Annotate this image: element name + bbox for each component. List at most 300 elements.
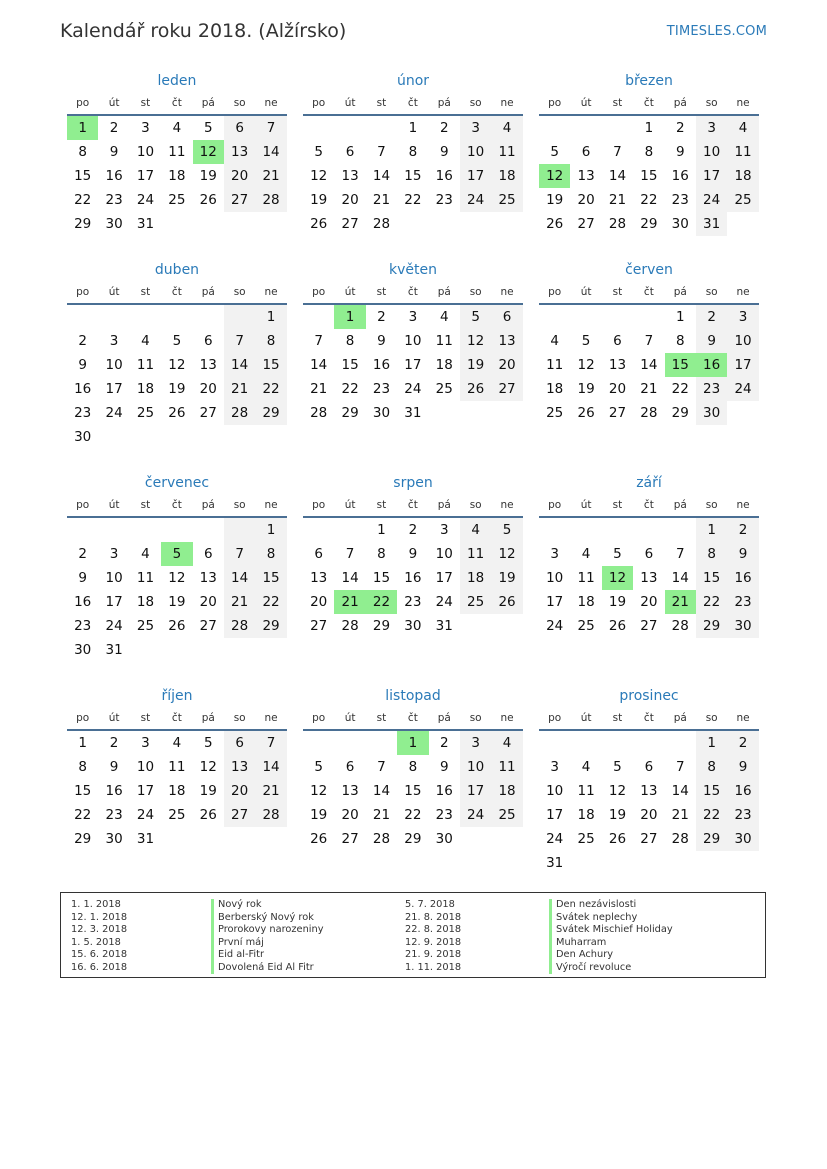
day-cell[interactable]: 14: [671, 570, 689, 586]
day-cell[interactable]: 2: [408, 522, 418, 538]
holiday-day-cell[interactable]: 1: [67, 116, 98, 140]
day-cell[interactable]: 13: [199, 570, 217, 586]
day-cell[interactable]: 10: [460, 755, 491, 779]
day-cell[interactable]: 10: [460, 140, 491, 164]
day-cell[interactable]: 18: [546, 381, 564, 397]
day-cell[interactable]: 19: [546, 192, 564, 208]
day-cell[interactable]: 20: [199, 594, 217, 610]
day-cell[interactable]: 17: [136, 783, 155, 799]
day-cell[interactable]: 18: [168, 168, 186, 184]
day-cell[interactable]: 13: [640, 570, 658, 586]
day-cell[interactable]: 23: [74, 405, 92, 421]
day-cell[interactable]: 7: [255, 116, 286, 140]
day-cell[interactable]: 25: [136, 618, 155, 634]
day-cell[interactable]: 20: [341, 192, 359, 208]
day-cell[interactable]: 26: [199, 192, 217, 208]
day-cell[interactable]: 23: [105, 807, 123, 823]
day-cell[interactable]: 3: [460, 116, 491, 140]
day-cell[interactable]: 4: [727, 116, 758, 140]
day-cell[interactable]: 13: [341, 168, 359, 184]
day-cell[interactable]: 26: [199, 807, 217, 823]
day-cell[interactable]: 22: [341, 381, 359, 397]
day-cell[interactable]: 22: [404, 807, 422, 823]
day-cell[interactable]: 3: [550, 546, 559, 562]
holiday-day-cell[interactable]: 5: [161, 542, 192, 566]
day-cell[interactable]: 11: [727, 140, 758, 164]
day-cell[interactable]: 23: [435, 192, 453, 208]
day-cell[interactable]: 22: [640, 192, 658, 208]
day-cell[interactable]: 8: [675, 333, 685, 349]
day-cell[interactable]: 1: [408, 120, 418, 136]
day-cell[interactable]: 8: [255, 542, 286, 566]
day-cell[interactable]: 10: [435, 546, 453, 562]
day-cell[interactable]: 24: [105, 405, 123, 421]
day-cell[interactable]: 21: [255, 164, 286, 188]
day-cell[interactable]: 19: [199, 168, 217, 184]
day-cell[interactable]: 7: [675, 546, 685, 562]
day-cell[interactable]: 25: [460, 590, 491, 614]
day-cell[interactable]: 3: [408, 309, 418, 325]
day-cell[interactable]: 20: [640, 594, 658, 610]
day-cell[interactable]: 9: [408, 546, 418, 562]
day-cell[interactable]: 16: [105, 168, 123, 184]
day-cell[interactable]: 17: [546, 594, 564, 610]
day-cell[interactable]: 28: [310, 405, 328, 421]
day-cell[interactable]: 20: [310, 594, 328, 610]
day-cell[interactable]: 5: [203, 120, 213, 136]
day-cell[interactable]: 14: [640, 357, 658, 373]
day-cell[interactable]: 11: [136, 570, 155, 586]
day-cell[interactable]: 4: [172, 735, 182, 751]
day-cell[interactable]: 23: [435, 807, 453, 823]
day-cell[interactable]: 30: [727, 614, 758, 638]
day-cell[interactable]: 5: [314, 144, 323, 160]
day-cell[interactable]: 8: [78, 144, 87, 160]
day-cell[interactable]: 29: [341, 405, 359, 421]
day-cell[interactable]: 11: [491, 140, 522, 164]
day-cell[interactable]: 1: [377, 522, 386, 538]
day-cell[interactable]: 27: [640, 618, 658, 634]
day-cell[interactable]: 24: [546, 618, 564, 634]
day-cell[interactable]: 20: [640, 807, 658, 823]
day-cell[interactable]: 12: [168, 357, 186, 373]
day-cell[interactable]: 6: [581, 144, 591, 160]
day-cell[interactable]: 20: [224, 779, 255, 803]
day-cell[interactable]: 30: [696, 401, 727, 425]
day-cell[interactable]: 2: [696, 305, 727, 329]
day-cell[interactable]: 16: [372, 357, 391, 373]
day-cell[interactable]: 15: [696, 566, 727, 590]
day-cell[interactable]: 21: [224, 377, 255, 401]
day-cell[interactable]: 14: [671, 783, 689, 799]
day-cell[interactable]: 14: [372, 168, 391, 184]
day-cell[interactable]: 18: [577, 807, 595, 823]
day-cell[interactable]: 7: [613, 144, 622, 160]
day-cell[interactable]: 3: [109, 333, 119, 349]
day-cell[interactable]: 4: [439, 309, 449, 325]
day-cell[interactable]: 1: [696, 731, 727, 755]
day-cell[interactable]: 19: [608, 594, 627, 610]
day-cell[interactable]: 3: [141, 120, 150, 136]
day-cell[interactable]: 8: [644, 144, 654, 160]
day-cell[interactable]: 13: [341, 783, 359, 799]
day-cell[interactable]: 13: [608, 357, 627, 373]
day-cell[interactable]: 27: [224, 188, 255, 212]
day-cell[interactable]: 2: [109, 120, 119, 136]
day-cell[interactable]: 24: [460, 188, 491, 212]
day-cell[interactable]: 13: [224, 755, 255, 779]
day-cell[interactable]: 6: [203, 333, 213, 349]
day-cell[interactable]: 14: [608, 168, 627, 184]
day-cell[interactable]: 4: [581, 546, 591, 562]
day-cell[interactable]: 17: [435, 570, 453, 586]
day-cell[interactable]: 11: [168, 759, 186, 775]
day-cell[interactable]: 7: [675, 759, 685, 775]
day-cell[interactable]: 9: [109, 144, 119, 160]
day-cell[interactable]: 19: [460, 353, 491, 377]
day-cell[interactable]: 24: [105, 618, 123, 634]
day-cell[interactable]: 14: [372, 783, 391, 799]
day-cell[interactable]: 11: [577, 570, 595, 586]
day-cell[interactable]: 10: [404, 333, 422, 349]
day-cell[interactable]: 4: [581, 759, 591, 775]
day-cell[interactable]: 15: [404, 783, 422, 799]
brand-logo[interactable]: TIMESLES.COM: [666, 24, 767, 39]
day-cell[interactable]: 15: [74, 783, 92, 799]
day-cell[interactable]: 5: [460, 305, 491, 329]
holiday-day-cell[interactable]: 15: [665, 353, 696, 377]
day-cell[interactable]: 17: [105, 381, 123, 397]
day-cell[interactable]: 23: [372, 381, 391, 397]
day-cell[interactable]: 30: [372, 405, 391, 421]
day-cell[interactable]: 23: [671, 192, 689, 208]
day-cell[interactable]: 21: [671, 807, 689, 823]
day-cell[interactable]: 20: [224, 164, 255, 188]
day-cell[interactable]: 9: [439, 144, 449, 160]
day-cell[interactable]: 4: [460, 518, 491, 542]
day-cell[interactable]: 9: [439, 759, 449, 775]
holiday-day-cell[interactable]: 12: [539, 164, 570, 188]
day-cell[interactable]: 30: [74, 429, 92, 445]
day-cell[interactable]: 24: [727, 377, 758, 401]
day-cell[interactable]: 20: [491, 353, 522, 377]
day-cell[interactable]: 18: [460, 566, 491, 590]
day-cell[interactable]: 19: [168, 594, 186, 610]
day-cell[interactable]: 30: [727, 827, 758, 851]
day-cell[interactable]: 25: [546, 405, 564, 421]
day-cell[interactable]: 20: [199, 381, 217, 397]
day-cell[interactable]: 18: [491, 779, 522, 803]
day-cell[interactable]: 31: [105, 642, 123, 658]
day-cell[interactable]: 24: [136, 192, 155, 208]
day-cell[interactable]: 4: [172, 120, 182, 136]
day-cell[interactable]: 6: [644, 759, 654, 775]
day-cell[interactable]: 24: [136, 807, 155, 823]
day-cell[interactable]: 4: [491, 731, 522, 755]
day-cell[interactable]: 12: [310, 168, 328, 184]
day-cell[interactable]: 16: [727, 779, 758, 803]
day-cell[interactable]: 12: [577, 357, 595, 373]
day-cell[interactable]: 26: [608, 618, 627, 634]
day-cell[interactable]: 28: [671, 831, 689, 847]
day-cell[interactable]: 19: [168, 381, 186, 397]
day-cell[interactable]: 18: [168, 783, 186, 799]
day-cell[interactable]: 26: [546, 216, 564, 232]
day-cell[interactable]: 5: [613, 546, 622, 562]
day-cell[interactable]: 14: [310, 357, 328, 373]
day-cell[interactable]: 5: [203, 735, 213, 751]
day-cell[interactable]: 21: [372, 192, 391, 208]
day-cell[interactable]: 31: [696, 212, 727, 236]
day-cell[interactable]: 10: [696, 140, 727, 164]
day-cell[interactable]: 8: [78, 759, 87, 775]
holiday-day-cell[interactable]: 21: [334, 590, 365, 614]
day-cell[interactable]: 3: [141, 735, 150, 751]
day-cell[interactable]: 25: [491, 188, 522, 212]
day-cell[interactable]: 24: [546, 831, 564, 847]
day-cell[interactable]: 5: [613, 759, 622, 775]
day-cell[interactable]: 26: [460, 377, 491, 401]
day-cell[interactable]: 19: [310, 807, 328, 823]
day-cell[interactable]: 7: [224, 542, 255, 566]
day-cell[interactable]: 16: [74, 594, 92, 610]
day-cell[interactable]: 21: [255, 779, 286, 803]
day-cell[interactable]: 16: [105, 783, 123, 799]
day-cell[interactable]: 27: [224, 803, 255, 827]
day-cell[interactable]: 13: [199, 357, 217, 373]
day-cell[interactable]: 1: [644, 120, 654, 136]
day-cell[interactable]: 28: [372, 216, 391, 232]
day-cell[interactable]: 3: [439, 522, 449, 538]
day-cell[interactable]: 28: [671, 618, 689, 634]
day-cell[interactable]: 30: [404, 618, 422, 634]
day-cell[interactable]: 15: [372, 570, 391, 586]
day-cell[interactable]: 21: [372, 807, 391, 823]
day-cell[interactable]: 6: [224, 116, 255, 140]
day-cell[interactable]: 21: [608, 192, 627, 208]
holiday-day-cell[interactable]: 22: [366, 590, 397, 614]
day-cell[interactable]: 28: [255, 803, 286, 827]
day-cell[interactable]: 27: [640, 831, 658, 847]
day-cell[interactable]: 7: [314, 333, 323, 349]
day-cell[interactable]: 10: [136, 144, 155, 160]
day-cell[interactable]: 13: [310, 570, 328, 586]
day-cell[interactable]: 23: [105, 192, 123, 208]
day-cell[interactable]: 12: [168, 570, 186, 586]
day-cell[interactable]: 10: [727, 329, 758, 353]
day-cell[interactable]: 25: [577, 618, 595, 634]
day-cell[interactable]: 8: [696, 542, 727, 566]
day-cell[interactable]: 15: [696, 779, 727, 803]
day-cell[interactable]: 18: [136, 594, 155, 610]
day-cell[interactable]: 24: [435, 594, 453, 610]
day-cell[interactable]: 1: [255, 305, 286, 329]
holiday-day-cell[interactable]: 12: [602, 566, 633, 590]
day-cell[interactable]: 1: [696, 518, 727, 542]
day-cell[interactable]: 8: [377, 546, 386, 562]
day-cell[interactable]: 6: [345, 144, 355, 160]
day-cell[interactable]: 31: [136, 831, 155, 847]
day-cell[interactable]: 24: [404, 381, 422, 397]
day-cell[interactable]: 14: [255, 755, 286, 779]
day-cell[interactable]: 9: [377, 333, 386, 349]
day-cell[interactable]: 31: [435, 618, 453, 634]
day-cell[interactable]: 2: [439, 120, 449, 136]
day-cell[interactable]: 23: [727, 803, 758, 827]
day-cell[interactable]: 1: [255, 518, 286, 542]
day-cell[interactable]: 27: [341, 216, 359, 232]
day-cell[interactable]: 11: [136, 357, 155, 373]
day-cell[interactable]: 27: [199, 618, 217, 634]
day-cell[interactable]: 22: [696, 803, 727, 827]
day-cell[interactable]: 5: [172, 333, 182, 349]
day-cell[interactable]: 2: [727, 518, 758, 542]
day-cell[interactable]: 9: [675, 144, 685, 160]
day-cell[interactable]: 7: [377, 759, 386, 775]
day-cell[interactable]: 6: [491, 305, 522, 329]
day-cell[interactable]: 15: [404, 168, 422, 184]
day-cell[interactable]: 29: [640, 216, 658, 232]
day-cell[interactable]: 7: [644, 333, 654, 349]
day-cell[interactable]: 11: [435, 333, 453, 349]
day-cell[interactable]: 2: [78, 546, 87, 562]
day-cell[interactable]: 8: [408, 759, 418, 775]
day-cell[interactable]: 2: [727, 731, 758, 755]
day-cell[interactable]: 16: [404, 570, 422, 586]
day-cell[interactable]: 17: [460, 164, 491, 188]
day-cell[interactable]: 10: [136, 759, 155, 775]
day-cell[interactable]: 9: [78, 357, 87, 373]
day-cell[interactable]: 12: [491, 542, 522, 566]
day-cell[interactable]: 28: [341, 618, 359, 634]
day-cell[interactable]: 27: [341, 831, 359, 847]
day-cell[interactable]: 30: [671, 216, 689, 232]
day-cell[interactable]: 14: [224, 353, 255, 377]
day-cell[interactable]: 8: [696, 755, 727, 779]
day-cell[interactable]: 23: [404, 594, 422, 610]
day-cell[interactable]: 4: [491, 116, 522, 140]
day-cell[interactable]: 17: [404, 357, 422, 373]
day-cell[interactable]: 27: [310, 618, 328, 634]
day-cell[interactable]: 11: [491, 755, 522, 779]
day-cell[interactable]: 21: [224, 590, 255, 614]
day-cell[interactable]: 2: [439, 735, 449, 751]
day-cell[interactable]: 30: [435, 831, 453, 847]
day-cell[interactable]: 5: [314, 759, 323, 775]
day-cell[interactable]: 29: [74, 831, 92, 847]
day-cell[interactable]: 17: [696, 164, 727, 188]
day-cell[interactable]: 16: [74, 381, 92, 397]
day-cell[interactable]: 30: [105, 831, 123, 847]
day-cell[interactable]: 26: [491, 590, 522, 614]
day-cell[interactable]: 5: [581, 333, 591, 349]
holiday-day-cell[interactable]: 21: [665, 590, 696, 614]
day-cell[interactable]: 17: [546, 807, 564, 823]
day-cell[interactable]: 2: [109, 735, 119, 751]
day-cell[interactable]: 26: [310, 216, 328, 232]
day-cell[interactable]: 1: [675, 309, 685, 325]
day-cell[interactable]: 26: [608, 831, 627, 847]
day-cell[interactable]: 29: [255, 614, 286, 638]
day-cell[interactable]: 10: [105, 570, 123, 586]
day-cell[interactable]: 27: [577, 216, 595, 232]
holiday-day-cell[interactable]: 16: [696, 353, 727, 377]
day-cell[interactable]: 22: [74, 807, 92, 823]
day-cell[interactable]: 24: [460, 803, 491, 827]
day-cell[interactable]: 7: [224, 329, 255, 353]
day-cell[interactable]: 7: [345, 546, 355, 562]
day-cell[interactable]: 19: [491, 566, 522, 590]
day-cell[interactable]: 10: [105, 357, 123, 373]
day-cell[interactable]: 2: [377, 309, 386, 325]
day-cell[interactable]: 2: [78, 333, 87, 349]
day-cell[interactable]: 8: [255, 329, 286, 353]
day-cell[interactable]: 13: [491, 329, 522, 353]
holiday-day-cell[interactable]: 12: [193, 140, 224, 164]
day-cell[interactable]: 11: [577, 783, 595, 799]
day-cell[interactable]: 3: [696, 116, 727, 140]
day-cell[interactable]: 14: [255, 140, 286, 164]
day-cell[interactable]: 18: [577, 594, 595, 610]
day-cell[interactable]: 3: [109, 546, 119, 562]
day-cell[interactable]: 29: [372, 618, 391, 634]
day-cell[interactable]: 4: [141, 333, 150, 349]
day-cell[interactable]: 23: [696, 377, 727, 401]
day-cell[interactable]: 17: [136, 168, 155, 184]
day-cell[interactable]: 11: [546, 357, 564, 373]
day-cell[interactable]: 3: [460, 731, 491, 755]
day-cell[interactable]: 6: [345, 759, 355, 775]
day-cell[interactable]: 15: [255, 566, 286, 590]
day-cell[interactable]: 9: [696, 329, 727, 353]
day-cell[interactable]: 13: [577, 168, 595, 184]
day-cell[interactable]: 28: [224, 614, 255, 638]
day-cell[interactable]: 18: [727, 164, 758, 188]
holiday-day-cell[interactable]: 1: [334, 305, 365, 329]
day-cell[interactable]: 19: [199, 783, 217, 799]
day-cell[interactable]: 12: [199, 759, 217, 775]
day-cell[interactable]: 19: [310, 192, 328, 208]
day-cell[interactable]: 17: [460, 779, 491, 803]
day-cell[interactable]: 21: [640, 381, 658, 397]
day-cell[interactable]: 28: [608, 216, 627, 232]
day-cell[interactable]: 6: [314, 546, 323, 562]
day-cell[interactable]: 25: [727, 188, 758, 212]
day-cell[interactable]: 29: [696, 614, 727, 638]
day-cell[interactable]: 25: [168, 192, 186, 208]
day-cell[interactable]: 20: [341, 807, 359, 823]
day-cell[interactable]: 8: [345, 333, 355, 349]
day-cell[interactable]: 9: [727, 755, 758, 779]
day-cell[interactable]: 23: [74, 618, 92, 634]
day-cell[interactable]: 27: [608, 405, 627, 421]
day-cell[interactable]: 26: [577, 405, 595, 421]
day-cell[interactable]: 22: [255, 590, 286, 614]
day-cell[interactable]: 22: [696, 590, 727, 614]
day-cell[interactable]: 25: [491, 803, 522, 827]
day-cell[interactable]: 9: [78, 570, 87, 586]
day-cell[interactable]: 7: [255, 731, 286, 755]
day-cell[interactable]: 29: [671, 405, 689, 421]
day-cell[interactable]: 28: [372, 831, 391, 847]
day-cell[interactable]: 6: [613, 333, 622, 349]
day-cell[interactable]: 1: [78, 735, 87, 751]
day-cell[interactable]: 17: [105, 594, 123, 610]
day-cell[interactable]: 2: [675, 120, 685, 136]
day-cell[interactable]: 29: [404, 831, 422, 847]
day-cell[interactable]: 13: [224, 140, 255, 164]
day-cell[interactable]: 22: [74, 192, 92, 208]
